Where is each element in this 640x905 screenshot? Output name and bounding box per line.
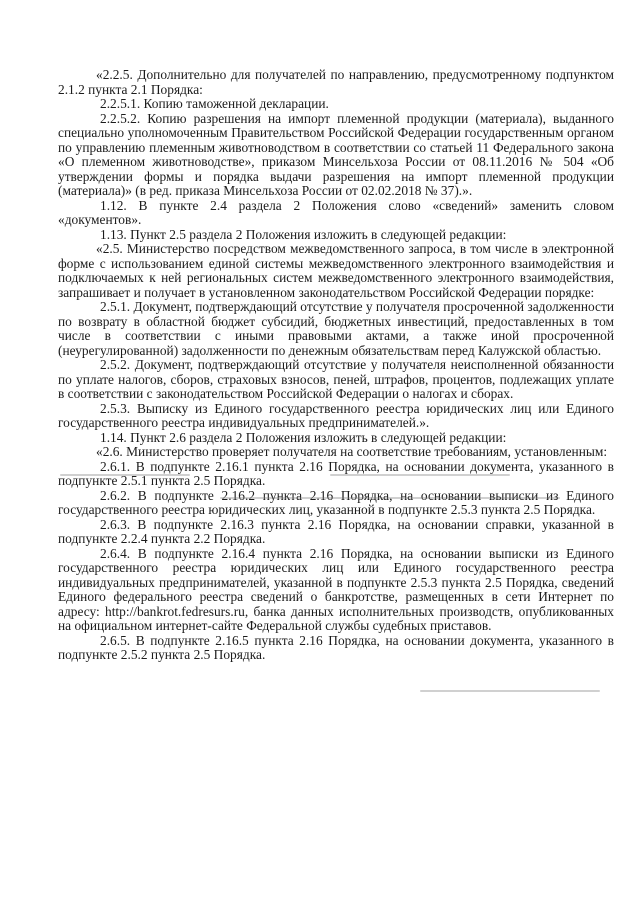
paragraph-2-5-3: 2.5.3. Выписку из Единого государственного реестра юридических лиц или Единого государственного реестра индивидуальных предпринимателей.». xyxy=(58,400,614,430)
paragraph-1-13: 1.13. Пункт 2.5 раздела 2 Положения изложить в следующей редакции: xyxy=(100,226,507,242)
paragraph-2-6-4: 2.6.4. В подпункте 2.16.4 пункта 2.16 Порядка, на основании выписки из Единого государственного реестра юридических лиц или Единого государственного реестра индивидуальных предпринимателей, указанной в подпункте 2.5.3 пункта 2.5 Порядка, сведений Единого федерального реестра сведений о банкротстве, размещенных в сети Интернет по адресу: http://bankrot.fedresurs.ru, банка данных исполнительных производств, опубликованных на официальном интернет-сайте Федеральной службы судебных приставов. xyxy=(58,545,614,633)
scan-streak xyxy=(330,474,510,476)
paragraph-2-6-1: 2.6.1. В подпункте 2.16.1 пункта 2.16 Порядка, на основании документа, указанного в подпункте 2.5.1 пункта 2.5 Порядка. xyxy=(58,458,614,488)
paragraph-2-2-5-1: 2.2.5.1. Копию таможенной декларации. xyxy=(100,96,329,111)
scan-streak xyxy=(220,497,560,499)
paragraph-2-2-5: «2.2.5. Дополнительно для получателей по направлению, предусмотренному подпунктом 2.1.2 пункта 2.1 Порядка: xyxy=(58,67,614,97)
paragraph-1-14: 1.14. Пункт 2.6 раздела 2 Положения изложить в следующей редакции: xyxy=(100,429,507,445)
paragraph-2-6-3: 2.6.3. В подпункте 2.16.3 пункта 2.16 Порядка, на основании справки, указанной в подпункте 2.2.4 пункта 2.2 Порядка. xyxy=(58,516,614,546)
paragraph-2-5-1: 2.5.1. Документ, подтверждающий отсутствие у получателя просроченной задолженности по возврату в областной бюджет субсидий, бюджетных инвестиций, предоставленных в том числе в соответствии с иными правовыми актами, а также иной просроченной (неурегулированной) задолженности по денежным обязательствам перед Калужской областью. xyxy=(58,299,614,358)
paragraph-2-2-5-2: 2.2.5.2. Копию разрешения на импорт племенной продукции (материала), выданного специально уполномоченным Правительством Российской Федерации государственным органом по управлению племенным животноводством в соответствии со статьей 11 Федерального закона «О племенном животноводстве», приказом Минсельхоза России от 08.11.2016 № 504 «Об утверждении формы и порядка выдачи разрешения на импорт племенной продукции (материала)» (в ред. приказа Минсельхоза России от 02.02.2018 № 37).». xyxy=(58,110,614,198)
scan-streak xyxy=(420,690,600,692)
document-page xyxy=(58,68,614,663)
paragraph-2-6-5: 2.6.5. В подпункте 2.16.5 пункта 2.16 Порядка, на основании документа, указанного в подпункте 2.5.2 пункта 2.5 Порядка. xyxy=(58,632,614,662)
scan-streak xyxy=(60,474,190,476)
paragraph-2-5-2: 2.5.2. Документ, подтверждающий отсутствие у получателя неисполненной обязанности по уплате налогов, сборов, страховых взносов, пеней, штрафов, процентов, подлежащих уплате в соответствии с законодательством Российской Федерации о налогах и сборах. xyxy=(58,357,614,401)
paragraph-2-6-2: 2.6.2. В подпункте 2.16.2 пункта 2.16 Порядка, на основании выписки из Единого государственного реестра юридических лиц, указанной в подпункте 2.5.3 пункта 2.5 Порядка. xyxy=(58,487,614,517)
paragraph-2-6: «2.6. Министерство проверяет получателя на соответствие требованиям, установленным: xyxy=(96,444,608,459)
paragraph-1-12: 1.12. В пункте 2.4 раздела 2 Положения слово «сведений» заменить словом «документов». xyxy=(58,197,614,227)
paragraph-2-5: «2.5. Министерство посредством межведомственного запроса, в том числе в электронной форме с использованием единой системы межведомственного электронного взаимодействия и подключаемых к ней региональных систем межведомственного электронного взаимодействия, запрашивает и получает в установленном законодательством Российской Федерации порядке: xyxy=(58,241,614,300)
